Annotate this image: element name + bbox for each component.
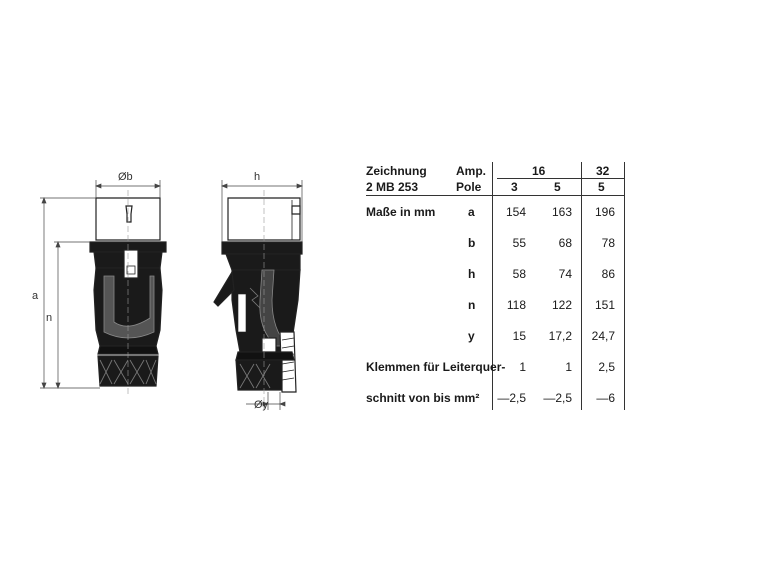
header-amp-16: 16 (532, 164, 546, 178)
cell-h-2: 74 (558, 267, 572, 281)
header-amp-label: Amp. (456, 164, 486, 178)
cell-a-2: 163 (551, 205, 572, 219)
table-divider-3 (624, 162, 625, 410)
terminal-label-line-1: Klemmen für Leiterquer- (366, 360, 506, 374)
header-pole-3: 3 (511, 180, 518, 194)
cell-h-3: 86 (601, 267, 615, 281)
terminal-min-2: 1 (565, 360, 572, 374)
terminal-label-line-2: schnitt von bis mm² (366, 391, 480, 405)
row-key-n: n (468, 298, 476, 312)
header-amp-32: 32 (596, 164, 610, 178)
header-pole-label: Pole (456, 180, 482, 194)
row-key-b: b (468, 236, 476, 250)
terminal-min-3: 2,5 (598, 360, 615, 374)
cell-a-3: 196 (594, 205, 615, 219)
dim-label-a: a (32, 290, 39, 302)
header-pole-5a: 5 (554, 180, 561, 194)
cell-n-2: 122 (551, 298, 572, 312)
dim-label-diameter-b: Øb (118, 171, 133, 183)
header-pole-5b: 5 (598, 180, 605, 194)
cell-a-1: 154 (505, 205, 526, 219)
dim-label-n: n (46, 312, 53, 324)
terminal-min-1: 1 (519, 360, 526, 374)
row-key-a: a (468, 205, 475, 219)
row-key-y: y (468, 329, 475, 343)
cell-y-2: 17,2 (548, 329, 572, 343)
header-drawing-label: Zeichnung (366, 164, 427, 178)
row-key-h: h (468, 267, 476, 281)
cell-b-2: 68 (558, 236, 572, 250)
cell-h-1: 58 (512, 267, 526, 281)
cell-n-1: 118 (506, 298, 526, 312)
terminal-max-1: —2,5 (497, 391, 526, 405)
cell-y-1: 15 (512, 329, 526, 343)
cell-n-3: 151 (594, 298, 615, 312)
terminal-max-3: —6 (596, 391, 615, 405)
dim-label-diameter-y: Øy (254, 399, 269, 411)
table-header-bottom (366, 195, 624, 196)
dim-label-h: h (254, 171, 261, 183)
cell-b-3: 78 (601, 236, 615, 250)
header-drawing-number: 2 MB 253 (366, 180, 419, 194)
table-header-divider (497, 178, 624, 179)
measures-label: Maße in mm (366, 205, 436, 219)
cell-y-3: 24,7 (591, 329, 615, 343)
cell-b-1: 55 (512, 236, 526, 250)
terminal-max-2: —2,5 (543, 391, 572, 405)
